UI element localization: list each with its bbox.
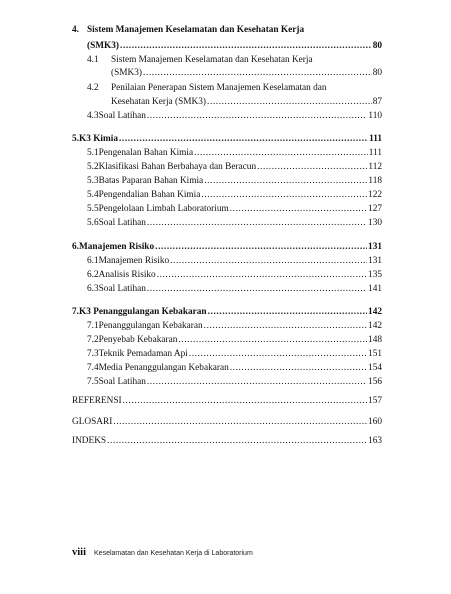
toc-glosari[interactable] xyxy=(72,416,382,428)
footer-page-number: viii xyxy=(72,547,87,558)
page-number: 135 xyxy=(368,270,382,280)
page-number: 154 xyxy=(368,363,382,373)
page-number: 131 xyxy=(368,242,382,252)
toc-item-4-3[interactable] xyxy=(87,110,382,122)
item-number: 5.4 xyxy=(87,190,99,200)
page-number: 130 xyxy=(368,218,382,228)
item-title: Media Penanggulangan Kebakaran xyxy=(98,363,229,373)
dot-leader xyxy=(120,40,372,52)
toc-item-5-4[interactable] xyxy=(87,189,382,201)
dot-leader xyxy=(147,283,367,295)
dot-leader xyxy=(113,416,367,428)
page-number: 80 xyxy=(372,41,382,51)
toc-item-4-2[interactable] xyxy=(111,96,382,108)
page-number: 122 xyxy=(368,190,382,200)
page-number: 157 xyxy=(368,396,382,406)
toc-item-7-1[interactable] xyxy=(87,320,382,332)
page-number: 111 xyxy=(368,148,382,158)
footer-book-title: Keselamatan dan Kesehatan Kerja di Laboratorium xyxy=(94,550,253,557)
item-title-cont: Kesehatan Kerja (SMK3) xyxy=(111,97,207,107)
toc-item-7-4[interactable] xyxy=(87,362,382,374)
dot-leader xyxy=(147,110,368,122)
toc-item-7-5[interactable] xyxy=(87,376,382,388)
item-number: 7.2 xyxy=(87,335,99,345)
item-title: Manajemen Risiko xyxy=(98,256,170,266)
item-number: 5.1 xyxy=(87,148,99,158)
toc-item-6-1[interactable] xyxy=(87,255,382,267)
toc-item-7-3[interactable] xyxy=(87,348,382,360)
item-title: Batas Paparan Bahan Kimia xyxy=(98,176,204,186)
page-number: 156 xyxy=(368,377,382,387)
chapter-number: 6. xyxy=(72,242,79,252)
item-number: 4.2 xyxy=(87,83,99,93)
page-number: 110 xyxy=(368,111,382,121)
toc-indeks[interactable] xyxy=(72,435,382,447)
dot-leader xyxy=(208,306,367,318)
toc-item-4-1-heading[interactable] xyxy=(87,54,313,66)
toc-item-4-1[interactable] xyxy=(111,67,382,79)
toc-item-6-3[interactable] xyxy=(87,283,382,295)
dot-leader xyxy=(178,334,367,346)
toc-chapter-6[interactable] xyxy=(72,241,382,253)
page-number: 160 xyxy=(368,417,382,427)
chapter-title: Manajemen Risiko xyxy=(78,242,155,252)
page-number: 141 xyxy=(368,284,382,294)
toc-chapter-4[interactable] xyxy=(87,40,382,52)
dot-leader xyxy=(170,255,367,267)
toc-item-5-3[interactable] xyxy=(87,175,382,187)
item-title-cont: (SMK3) xyxy=(111,68,142,78)
toc-item-6-2[interactable] xyxy=(87,269,382,281)
page-number: 80 xyxy=(372,68,382,78)
toc-chapter-4-heading[interactable] xyxy=(72,24,304,36)
page-number: 87 xyxy=(372,97,382,107)
dot-leader xyxy=(147,376,367,388)
item-title: Soal Latihan xyxy=(98,377,146,387)
dot-leader xyxy=(204,175,367,187)
dot-leader xyxy=(143,67,372,79)
page-footer xyxy=(72,547,253,558)
item-title: Soal Latihan xyxy=(98,111,146,121)
item-number: 6.3 xyxy=(87,284,99,294)
dot-leader xyxy=(107,435,367,447)
item-title: Penanggulangan Kebakaran xyxy=(98,321,203,331)
page-number: 151 xyxy=(368,349,382,359)
chapter-title: K3 Penanggulangan Kebakaran xyxy=(78,307,207,317)
dot-leader xyxy=(157,269,367,281)
item-number: 7.4 xyxy=(87,363,99,373)
toc-chapter-5[interactable] xyxy=(72,133,382,145)
item-number: 6.2 xyxy=(87,270,99,280)
item-title: Penyebab Kebakaran xyxy=(98,335,178,345)
item-number: 5.5 xyxy=(87,204,99,214)
dot-leader xyxy=(204,320,367,332)
dot-leader xyxy=(257,161,367,173)
dot-leader xyxy=(119,133,368,145)
dot-leader xyxy=(155,241,367,253)
item-number: 5.6 xyxy=(87,218,99,228)
chapter-number: 4. xyxy=(72,25,79,35)
toc-item-5-2[interactable] xyxy=(87,161,382,173)
item-number: 7.5 xyxy=(87,377,99,387)
item-title: Soal Latihan xyxy=(98,284,146,294)
item-title: Analisis Risiko xyxy=(98,270,156,280)
item-title: Pengendalian Bahan Kimia xyxy=(98,190,201,200)
dot-leader xyxy=(194,147,368,159)
chapter-number: 7. xyxy=(72,307,79,317)
item-number: 5.3 xyxy=(87,176,99,186)
dot-leader xyxy=(230,362,367,374)
dot-leader xyxy=(201,189,367,201)
item-title: INDEKS xyxy=(72,436,107,446)
item-number: 7.3 xyxy=(87,349,99,359)
dot-leader xyxy=(207,96,372,108)
toc-chapter-7[interactable] xyxy=(72,306,382,318)
dot-leader xyxy=(189,348,367,360)
toc-item-4-2-heading[interactable] xyxy=(87,82,327,94)
toc-referensi[interactable] xyxy=(72,395,382,407)
page-number: 127 xyxy=(368,204,382,214)
chapter-number: 5. xyxy=(72,134,79,144)
page-number: 163 xyxy=(368,436,382,446)
item-title: Pengelolaan Limbah Laboratorium xyxy=(98,204,229,214)
item-number: 4.3 xyxy=(87,111,99,121)
page-number: 142 xyxy=(368,321,382,331)
dot-leader xyxy=(147,217,367,229)
item-title: Penilaian Penerapan Sistem Manajemen Keselamatan dan xyxy=(111,83,327,93)
page-number: 142 xyxy=(368,307,382,317)
item-title: Teknik Pemadaman Api xyxy=(98,349,188,359)
page-number: 112 xyxy=(368,162,382,172)
page-number: 111 xyxy=(369,134,382,144)
item-title: REFERENSI xyxy=(72,396,122,406)
dot-leader xyxy=(123,395,367,407)
page-number: 131 xyxy=(368,256,382,266)
item-title: Pengenalan Bahan Kimia xyxy=(98,148,194,158)
item-title: Klasifikasi Bahan Berbahaya dan Beracun xyxy=(98,162,257,172)
item-title: Sistem Manajemen Keselamatan dan Kesehatan Kerja xyxy=(111,55,313,65)
item-number: 5.2 xyxy=(87,162,99,172)
dot-leader xyxy=(230,203,367,215)
toc-item-7-2[interactable] xyxy=(87,334,382,346)
chapter-title: K3 Kimia xyxy=(78,134,118,144)
item-number: 7.1 xyxy=(87,321,99,331)
page-number: 118 xyxy=(368,176,382,186)
item-title: Soal Latihan xyxy=(98,218,146,228)
item-number: 4.1 xyxy=(87,55,99,65)
page-number: 148 xyxy=(368,335,382,345)
item-title: GLOSARI xyxy=(72,417,113,427)
toc-item-5-5[interactable] xyxy=(87,203,382,215)
chapter-title-cont: (SMK3) xyxy=(87,41,120,51)
chapter-title: Sistem Manajemen Keselamatan dan Kesehatan Kerja xyxy=(87,25,305,35)
toc-item-5-6[interactable] xyxy=(87,217,382,229)
toc-item-5-1[interactable] xyxy=(87,147,382,159)
item-number: 6.1 xyxy=(87,256,99,266)
